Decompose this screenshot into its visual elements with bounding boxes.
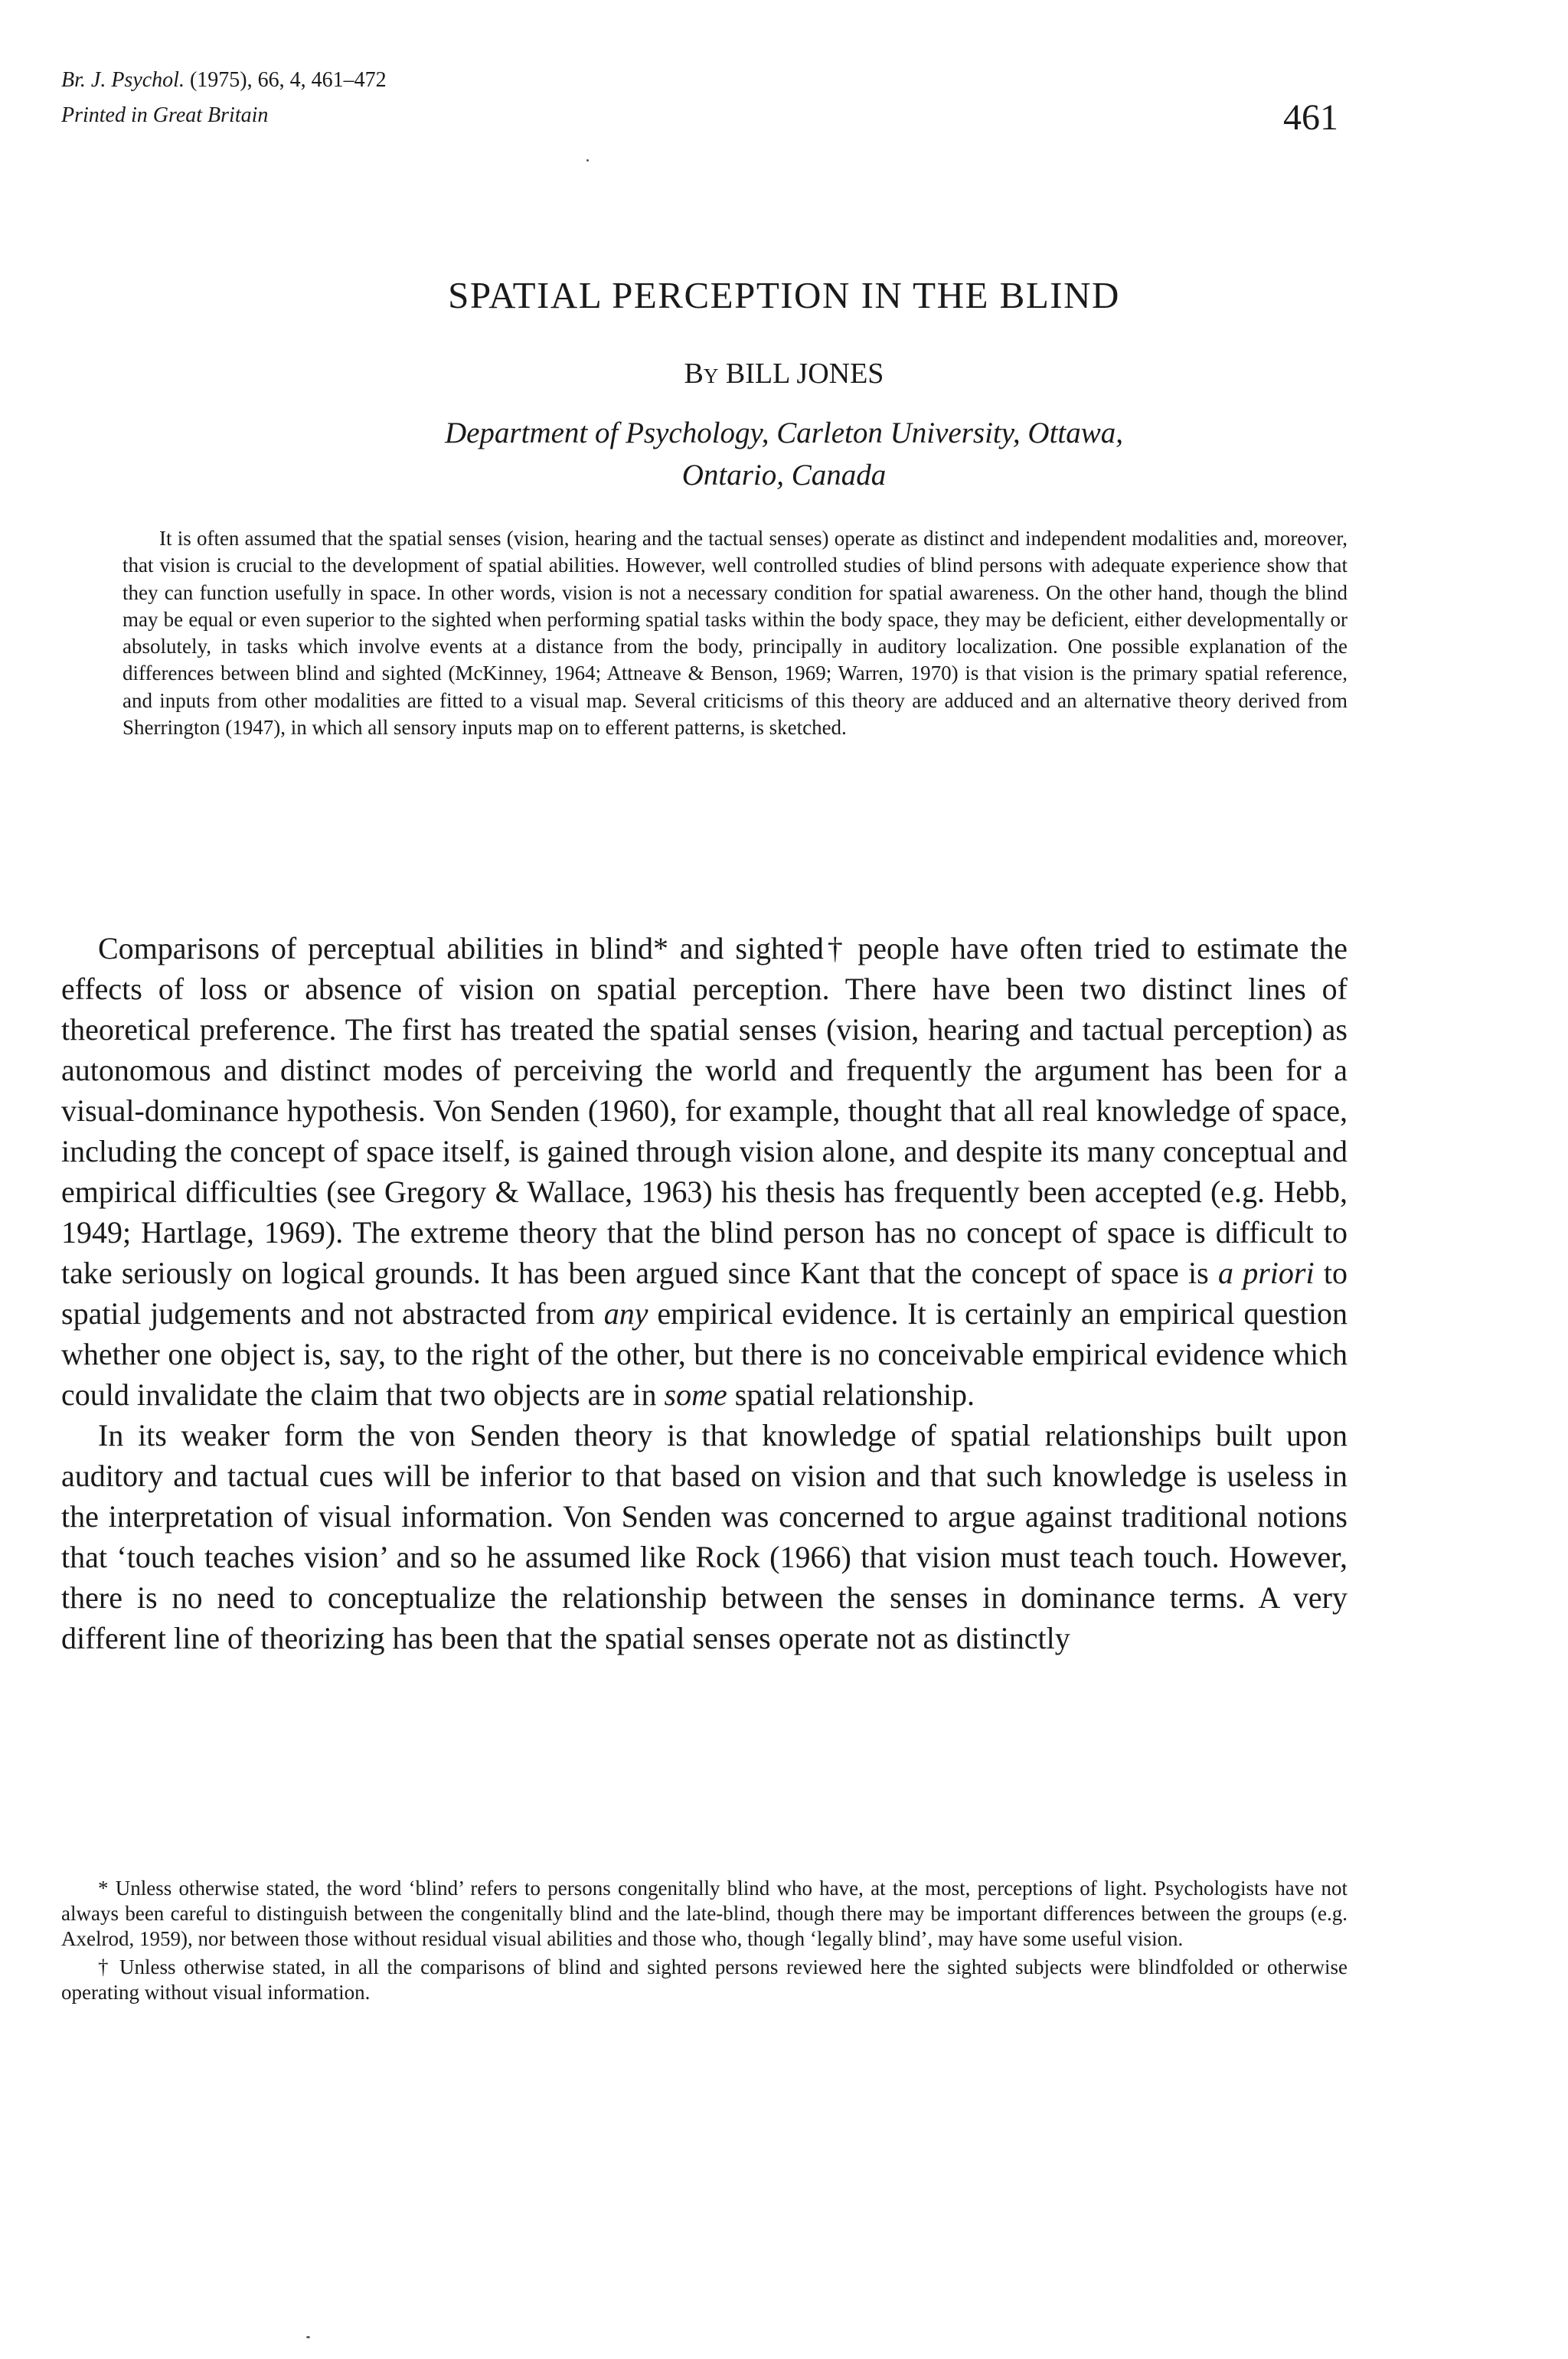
printed-note: Printed in Great Britain (61, 103, 269, 127)
paragraph-text: empirical evidence. It is certainly an empirical question whether one object is, say, to the right of the other, but there is no conceivable empirical evidence which could invalidate the claim that two objects are in (61, 1296, 1348, 1412)
affiliation-line-1: Department of Psychology, Carleton University, Ottawa, (444, 417, 1124, 449)
journal-name: Br. J. Psychol. (61, 68, 185, 92)
abstract: It is often assumed that the spatial senses (vision, hearing and the tactual senses) operate as distinct and independent modalities and, moreover, that vision is crucial to the development of spatial abilities. However, well controlled studies of blind persons with adequate experience show that they can function usefully in space. In other words, vision is not a necessary condition for spatial awareness. On the other hand, though the blind may be equal or even superior to the sighted when performing spatial tasks within the body space, they may be deficient, either developmentally or absolutely, in tasks which involve events at a distance from the body, principally in auditory localization. One possible explanation of the differences between blind and sighted (McKinney, 1964; Attneave & Benson, 1969; Warren, 1970) is that vision is the primary spatial reference, and inputs from other modalities are fitted to a visual map. Several criticisms of this theory are adduced and an alternative theory derived from Sherrington (1947), in which all sensory inputs map on to efferent patterns, is sketched. (122, 527, 1348, 740)
emphasis-text: a priori (1217, 1256, 1315, 1290)
body-paragraph (61, 928, 1348, 1415)
author-affiliation (0, 412, 1568, 496)
scan-speck (306, 2336, 310, 2338)
page-number: 461 (1283, 97, 1338, 138)
paragraph-text: spatial relationship. (727, 1377, 975, 1412)
paragraph-text: Comparisons of perceptual abilities in blind* and sighted† people have often tried to estimate the effects of loss or absence of vision on spatial perception. There have been two distinct lines of theoretical preference. The first has treated the spatial senses (vision, hearing and tactual perception) as autonomous and distinct modes of perceiving the world and frequently the argument has been for a visual-dominance hypothesis. Von Senden (1960), for example, thought that all real knowledge of space, including the concept of space itself, is gained through vision alone, and despite its many conceptual and empirical difficulties (see Gregory & Wallace, 1963) his thesis has frequently been accepted (e.g. Hebb, 1949; Hartlage, 1969). The extreme theory that the blind person has no concept of space is difficult to take seriously on logical grounds. It has been argued since Kant that the concept of space is (61, 931, 1348, 1290)
running-header (61, 63, 1348, 133)
paragraph-text: to spatial judgements and not abstracted from (61, 1256, 1348, 1331)
author-name: BILL JONES (725, 358, 884, 390)
emphasis-text: some (664, 1377, 727, 1412)
journal-citation: (1975), 66, 4, 461–472 (184, 68, 387, 92)
emphasis-text: any (603, 1296, 648, 1331)
affiliation-line-2: Ontario, Canada (681, 459, 887, 492)
footnote-blind: * Unless otherwise stated, the word ‘blind’ refers to persons congenitally blind who have, at the most, perceptions of light. Psychologists have not always been careful to distinguish between the congenitally blind and the late-blind, though there may be important differences between the groups (e.g. Axelrod, 1959), nor between those without residual visual abilities and those who, though ‘legally blind’, may have some useful vision. (61, 1877, 1348, 1950)
body-paragraph: In its weaker form the von Senden theory is that knowledge of spatial relationships built upon auditory and tactual cues will be inferior to that based on vision and that such knowledge is useless in the interpretation of visual information. Von Senden was concerned to argue against traditional notions that ‘touch teaches vision’ and so he assumed like Rock (1966) that vision must teach touch. However, there is no need to conceptualize the relationship between the senses in dominance terms. A very different line of theorizing has been that the spatial senses operate not as distinctly (61, 1418, 1348, 1655)
body-text (61, 928, 1348, 1658)
byline-prefix: By (684, 358, 719, 390)
scan-speck (586, 159, 589, 162)
byline (0, 355, 1568, 393)
footnote-sighted: † Unless otherwise stated, in all the comparisons of blind and sighted persons reviewed here the sighted subjects were blindfolded or otherwise operating without visual information. (61, 1955, 1348, 2004)
article-title: SPATIAL PERCEPTION IN THE BLIND (448, 274, 1120, 316)
footnotes (61, 1876, 1348, 2008)
